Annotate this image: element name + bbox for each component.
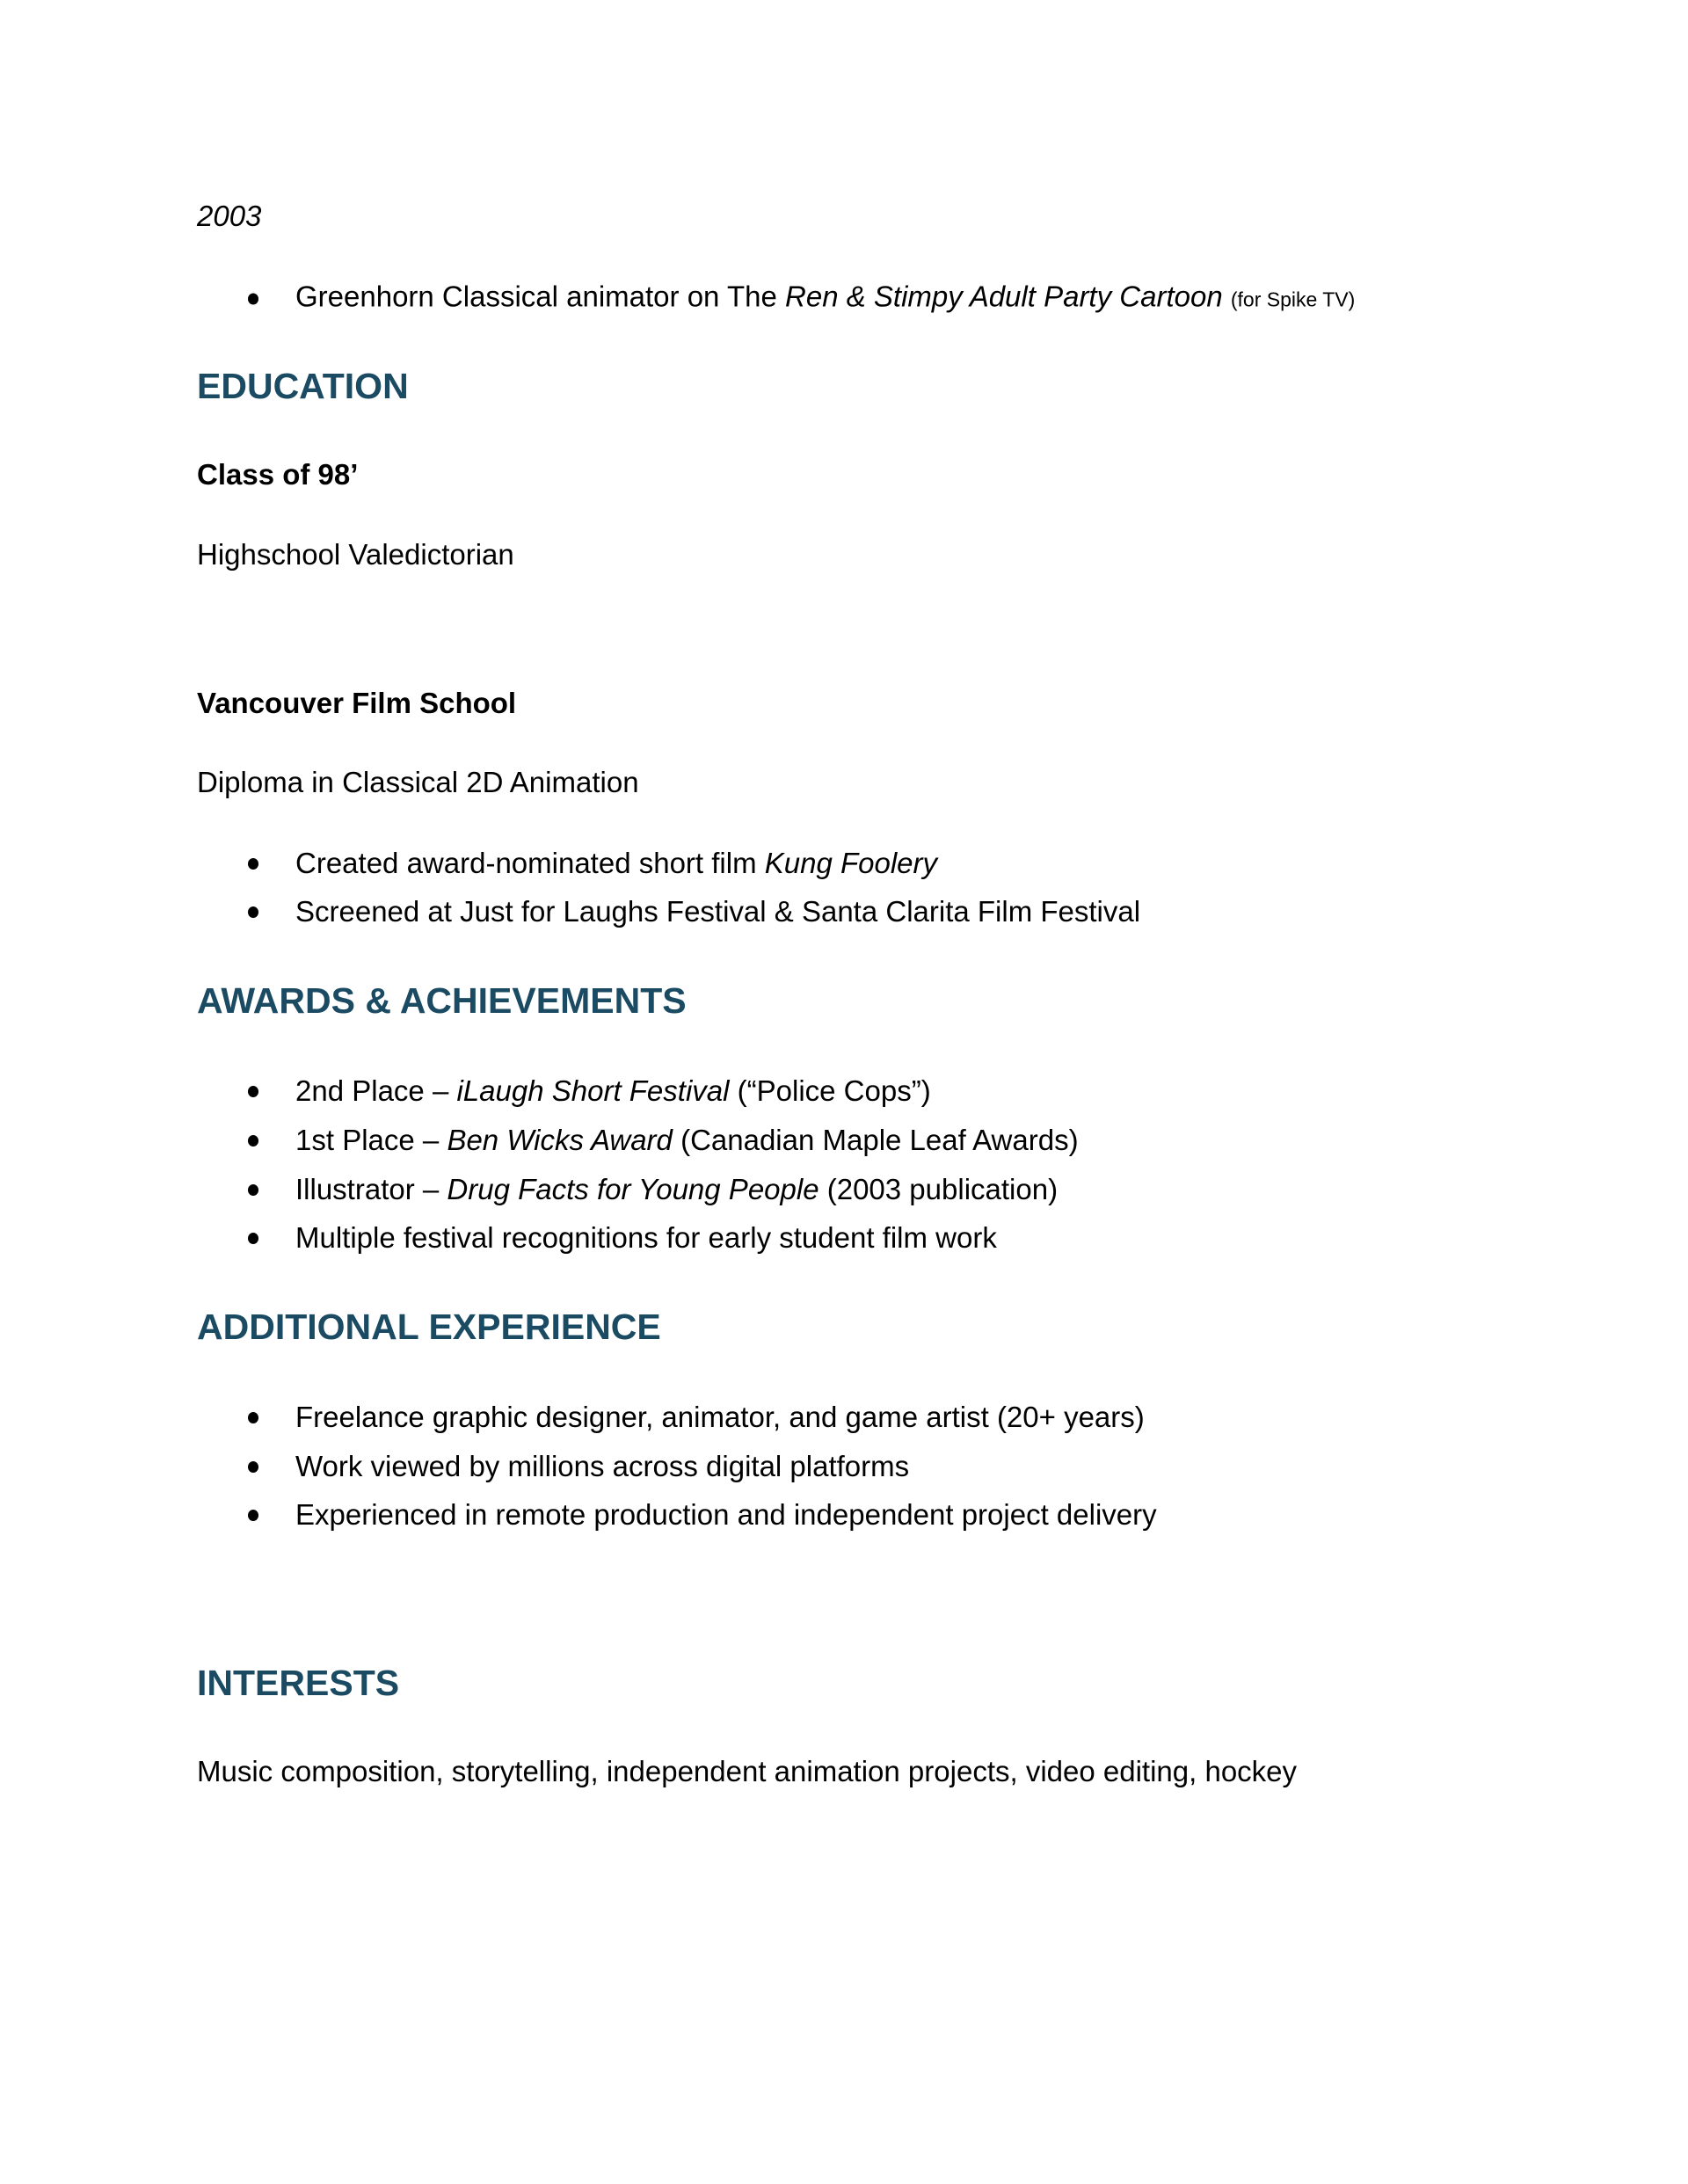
early-work-title: Ren & Stimpy Adult Party Cartoon <box>785 280 1223 313</box>
awards-heading: AWARDS & ACHIEVEMENTS <box>197 980 687 1021</box>
early-work-suffix: (for Spike TV) <box>1230 288 1356 311</box>
award-title: iLaugh Short Festival <box>456 1074 730 1107</box>
award-pre: Illustrator – <box>295 1173 447 1205</box>
early-work-prefix: Greenhorn Classical animator on The <box>295 280 786 313</box>
film-school-bullet <box>295 846 937 881</box>
film-school-detail: Diploma in Classical 2D Animation <box>197 766 639 798</box>
bullet-icon <box>248 1184 258 1196</box>
award-post: (Canadian Maple Leaf Awards) <box>672 1124 1079 1156</box>
year-text: 2003 <box>197 200 262 232</box>
bullet-icon <box>248 858 258 870</box>
award-pre: 1st Place – <box>295 1124 447 1156</box>
interests-heading: INTERESTS <box>197 1663 400 1703</box>
award-pre: Multiple festival recognitions for early student film work <box>295 1221 997 1254</box>
bullet-icon <box>248 1412 258 1423</box>
additional-text: Freelance graphic designer, animator, and game artist (20+ years) <box>295 1401 1145 1433</box>
interests-text: Music composition, storytelling, independent animation projects, video editing, hockey <box>197 1755 1298 1787</box>
bullet-icon <box>248 1461 258 1473</box>
award-item <box>295 1220 997 1256</box>
award-post: (2003 publication) <box>819 1173 1059 1205</box>
additional-item <box>295 1497 1157 1532</box>
award-title: Ben Wicks Award <box>447 1124 673 1156</box>
film-school-bullet <box>295 894 1140 929</box>
film-school-title: Vancouver Film School <box>197 687 517 719</box>
bullet-icon <box>248 1135 258 1147</box>
award-item <box>295 1172 1058 1207</box>
film-title: Kung Foolery <box>764 847 938 879</box>
bullet-icon <box>248 293 258 304</box>
award-pre: 2nd Place – <box>295 1074 457 1107</box>
bullet-icon <box>248 906 258 918</box>
additional-text: Work viewed by millions across digital platforms <box>295 1450 910 1482</box>
bullet-icon <box>248 1510 258 1521</box>
additional-item <box>295 1400 1145 1435</box>
award-post: (“Police Cops”) <box>729 1074 931 1107</box>
bullet-icon <box>248 1086 258 1097</box>
additional-item <box>295 1449 909 1484</box>
year-label <box>197 199 261 234</box>
award-title: Drug Facts for Young People <box>447 1173 819 1205</box>
award-item <box>295 1123 1079 1158</box>
award-item <box>295 1074 931 1109</box>
education-heading: EDUCATION <box>197 366 409 406</box>
highschool-detail: Highschool Valedictorian <box>197 538 514 571</box>
bullet-text: Created award-nominated short film <box>295 847 765 879</box>
highschool-title: Class of 98’ <box>197 458 359 491</box>
additional-heading: ADDITIONAL EXPERIENCE <box>197 1307 661 1347</box>
early-work-bullet <box>295 280 1355 317</box>
bullet-text: Screened at Just for Laughs Festival & Santa Clarita Film Festival <box>295 895 1141 928</box>
bullet-icon <box>248 1233 258 1244</box>
additional-text: Experienced in remote production and independent project delivery <box>295 1498 1157 1531</box>
